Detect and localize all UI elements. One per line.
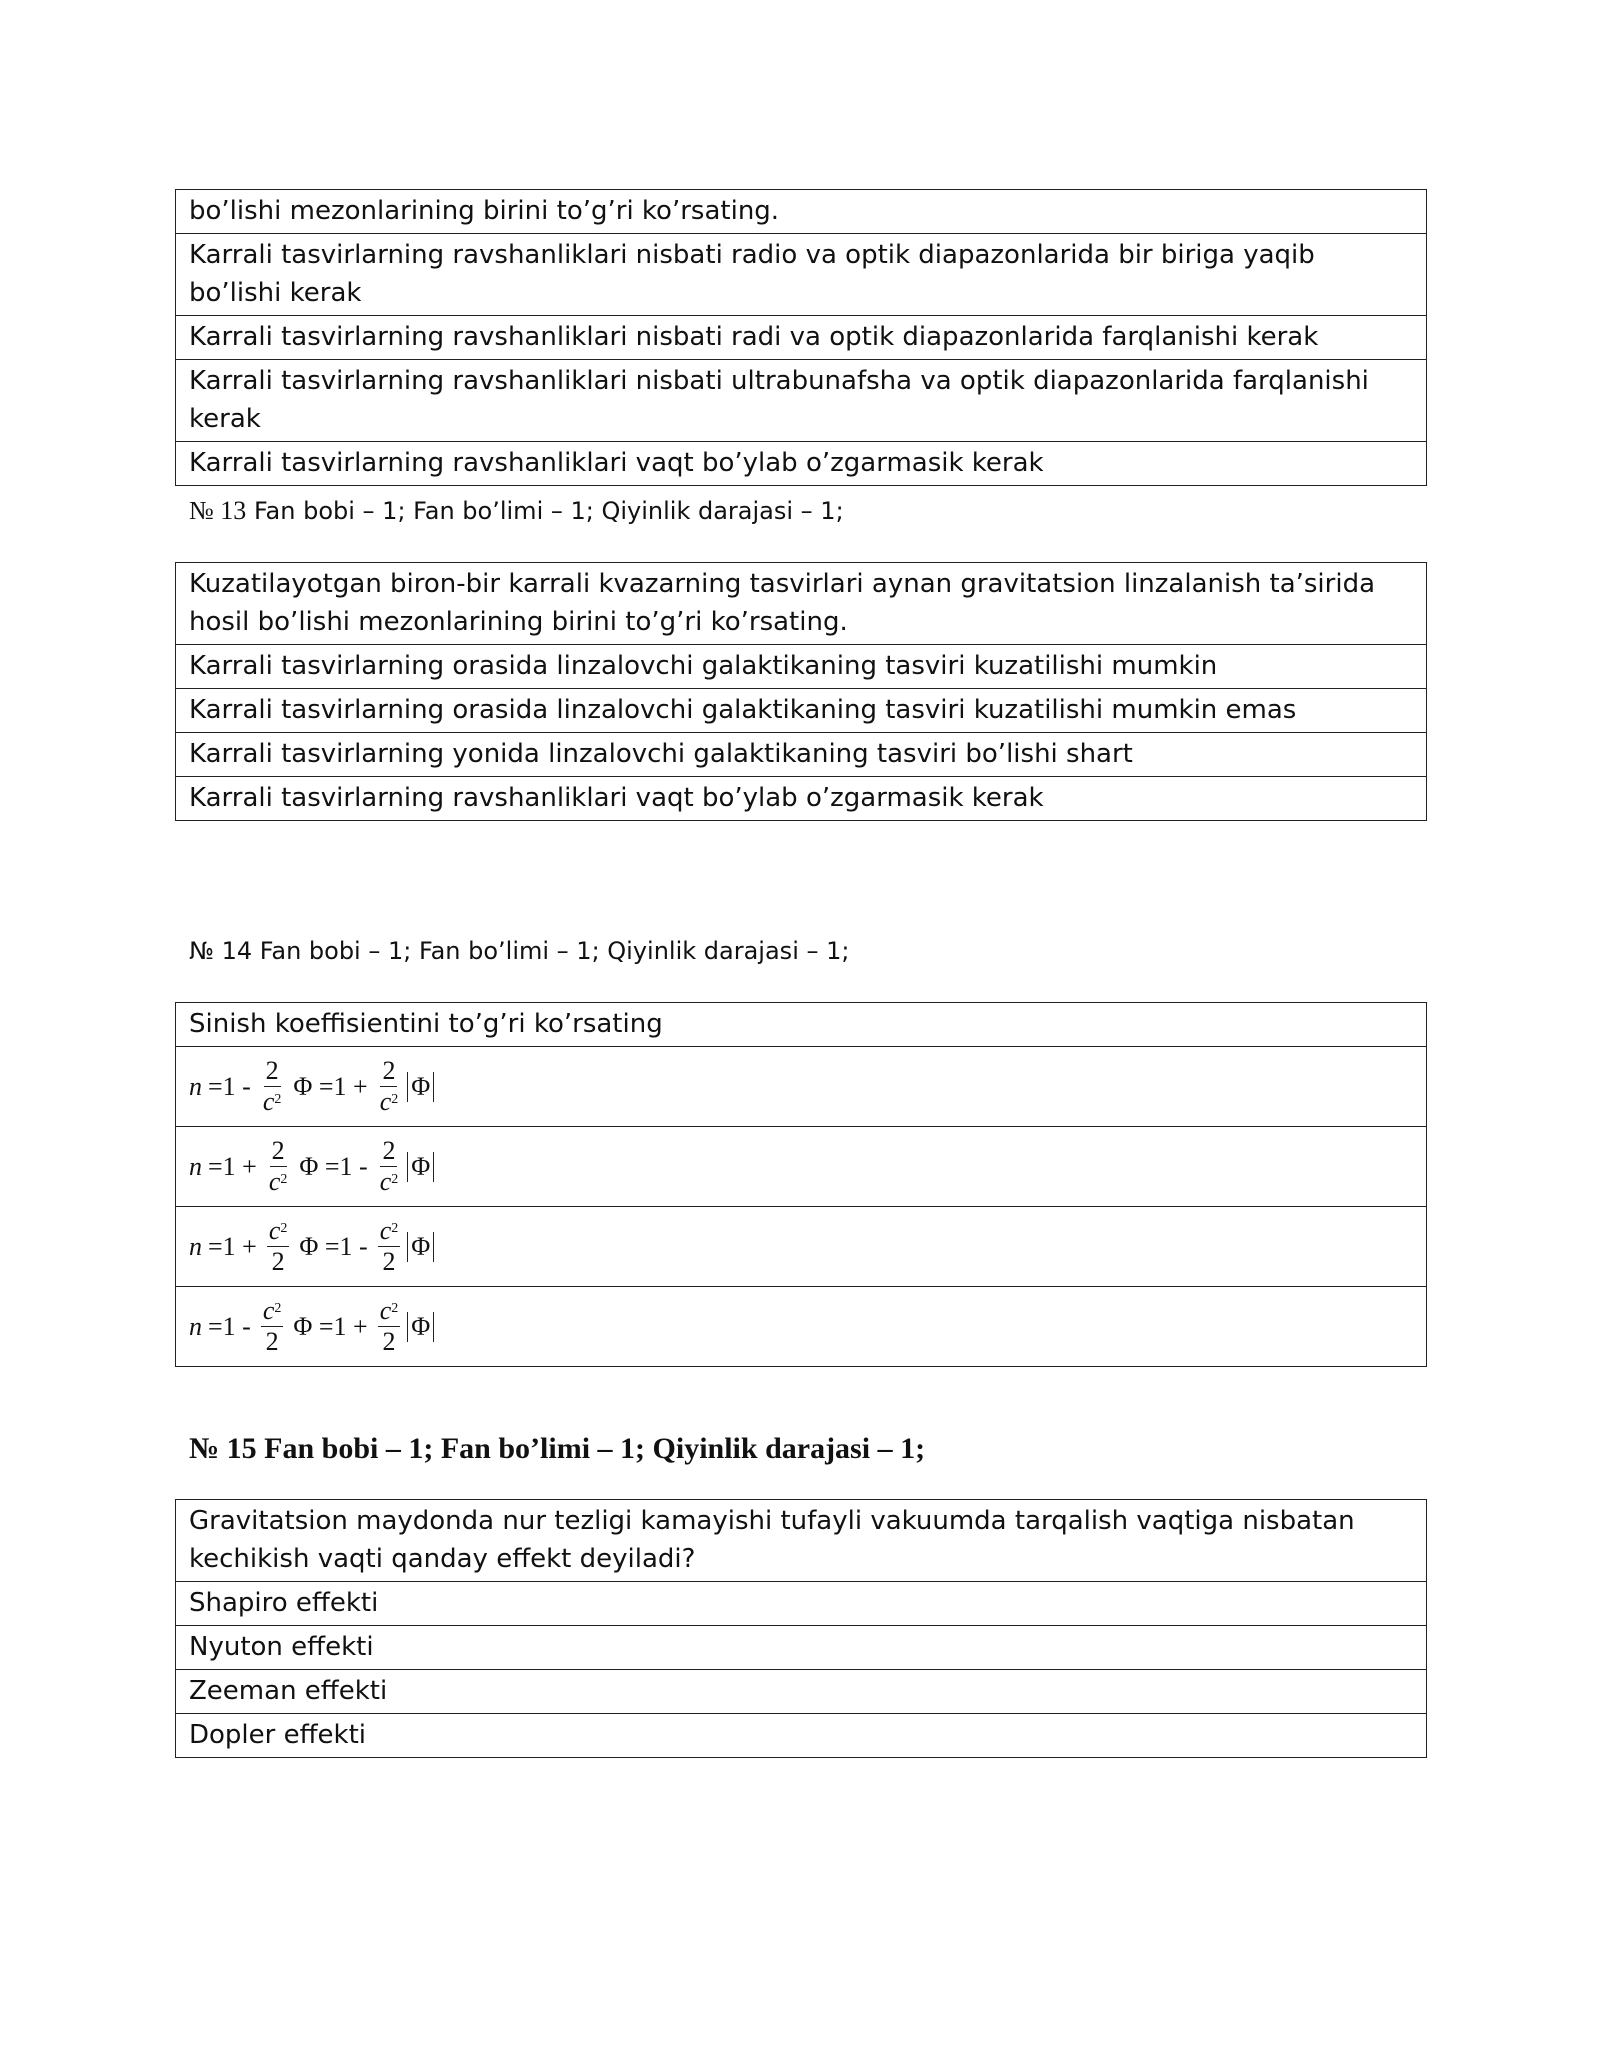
question-12-text: bo’lishi mezonlarining birini to’g’ri ko’rsating. xyxy=(189,196,780,226)
question-14-table xyxy=(175,1002,1427,1367)
answer-formula: n =1 + $\frac{c^2}{2}$ Φ =1 - $\frac{c^2}{2}$ Φ xyxy=(176,1206,1426,1286)
answer-option: Dopler effekti xyxy=(176,1713,1426,1757)
question-number: № 13 xyxy=(189,496,247,525)
answer-option: Karrali tasvirlarning yonida linzalovchi galaktikaning tasviri bo’lishi shart xyxy=(176,732,1426,776)
question-13-table xyxy=(175,562,1427,821)
answer-option: Karrali tasvirlarning ravshanliklari nisbati ultrabunafsha va optik diapazonlarida farqlanishi kerak xyxy=(176,359,1426,441)
question-15-text: Gravitatsion maydonda nur tezligi kamayishi tufayli vakuumda tarqalish vaqtiga nisbatan kechikish vaqti qanday effekt deyiladi? xyxy=(189,1506,1355,1574)
answer-option: Karrali tasvirlarning orasida linzalovchi galaktikaning tasviri kuzatilishi mumkin emas xyxy=(176,688,1426,732)
answer-option: Karrali tasvirlarning ravshanliklari nisbati radi va optik diapazonlarida farqlanishi kerak xyxy=(176,315,1426,359)
question-15-heading: № 15 Fan bobi – 1; Fan bo’limi – 1; Qiyinlik darajasi – 1; xyxy=(189,1432,926,1465)
question-13-text: Kuzatilayotgan biron-bir karrali kvazarning tasvirlari aynan gravitatsion linzalanish ta’sirida hosil bo’lishi mezonlarining birini to’g’ri ko’rsating. xyxy=(189,569,1376,637)
answer-option: Shapiro effekti xyxy=(176,1581,1426,1625)
question-meta: Fan bobi – 1; Fan bo’limi – 1; Qiyinlik darajasi – 1; xyxy=(246,497,844,525)
answer-option: Zeeman effekti xyxy=(176,1669,1426,1713)
question-12-table xyxy=(175,189,1427,486)
question-15-table xyxy=(175,1499,1427,1758)
question-14-heading: № 14 Fan bobi – 1; Fan bo’limi – 1; Qiyinlik darajasi – 1; xyxy=(189,937,850,965)
answer-option: Karrali tasvirlarning orasida linzalovchi galaktikaning tasviri kuzatilishi mumkin xyxy=(176,644,1426,688)
answer-option: Karrali tasvirlarning ravshanliklari vaqt bo’ylab o’zgarmasik kerak xyxy=(176,441,1426,485)
answer-option: Nyuton effekti xyxy=(176,1625,1426,1669)
question-13-heading xyxy=(189,496,844,526)
answer-formula: n =1 - $\frac{c^2}{2}$ Φ =1 + $\frac{c^2}{2}$ Φ xyxy=(176,1286,1426,1366)
question-14-text: Sinish koeffisientini to’g’ri ko’rsating xyxy=(189,1009,663,1039)
answer-formula: n =1 - $\frac{2}{c^2}$ Φ =1 + $\frac{2}{c^2}$ Φ xyxy=(176,1046,1426,1126)
answer-option: Karrali tasvirlarning ravshanliklari vaqt bo’ylab o’zgarmasik kerak xyxy=(176,776,1426,820)
answer-option: Karrali tasvirlarning ravshanliklari nisbati radio va optik diapazonlarida bir biriga yaqib bo’lishi kerak xyxy=(176,233,1426,315)
answer-formula: n =1 + $\frac{2}{c^2}$ Φ =1 - $\frac{2}{c^2}$ Φ xyxy=(176,1126,1426,1206)
